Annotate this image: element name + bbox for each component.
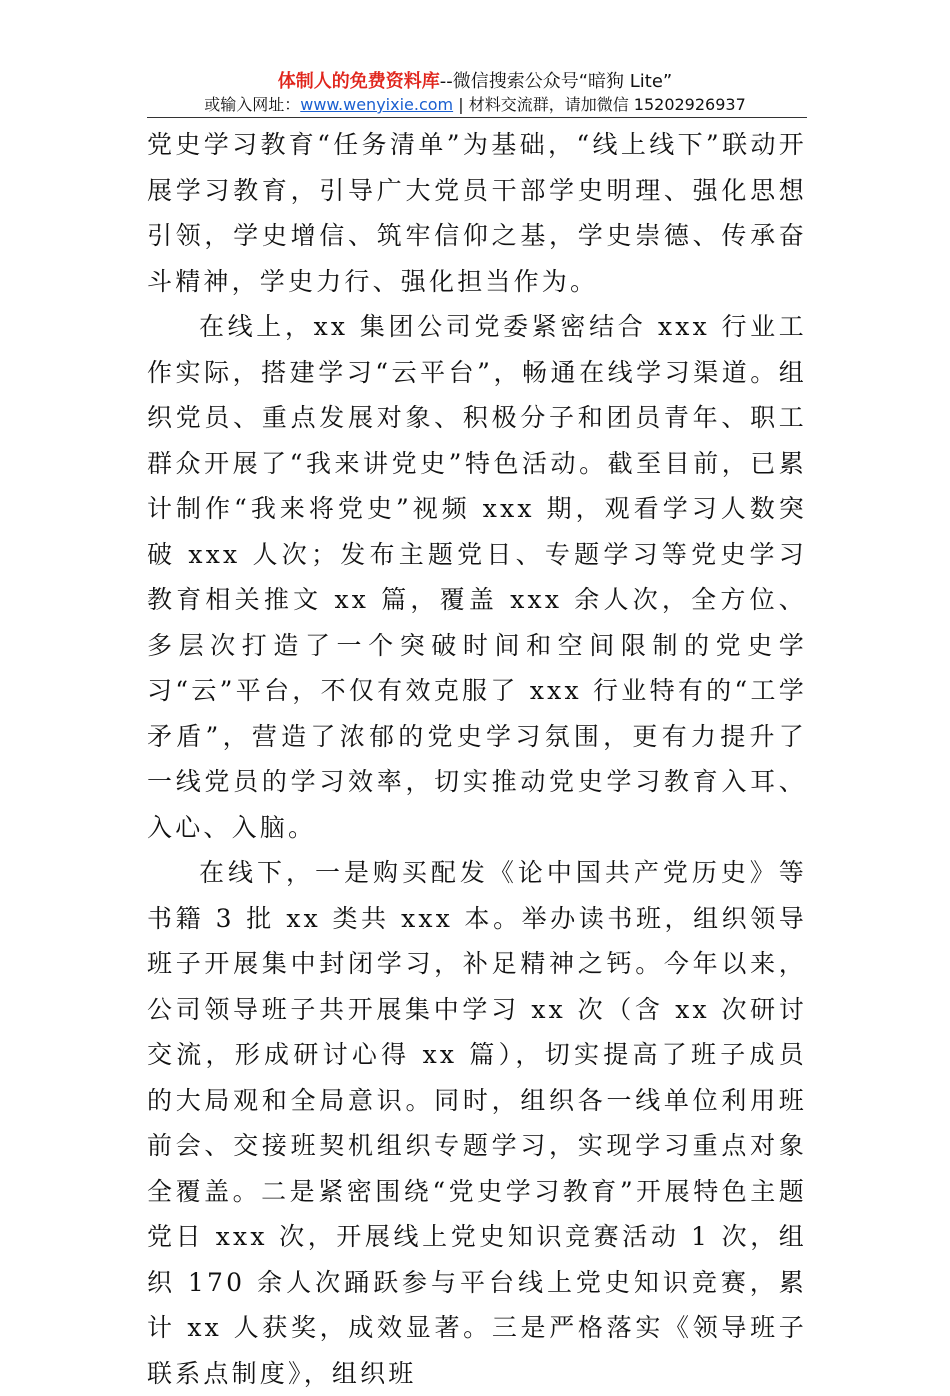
brand-title: 体制人的免费资料库 bbox=[277, 71, 440, 92]
url-prefix: 或输入网址： bbox=[204, 95, 301, 114]
header-separator: | bbox=[453, 95, 469, 114]
document-body bbox=[147, 122, 807, 1396]
header-divider bbox=[147, 117, 807, 118]
promo-text: --微信搜索公众号“暗狗 Lite” bbox=[439, 71, 673, 92]
header-banner bbox=[0, 70, 950, 94]
paragraph-3: 在线下，一是购买配发《论中国共产党历史》等书籍 3 批 xx 类共 xxx 本。举办读书班，组织领导班子开展集中封闭学习，补足精神之钙。今年以来，公司领导班子共开展集中学习 xx 次（含 xx 次研讨交流，形成研讨心得 xx 篇），切实提高了班子成员的大局观和全局意识。同时，组织各一线单位利用班前会、交接班契机组织专题学习，实现学习重点对象全覆盖。二是紧密围绕“党史学习教育”开展特色主题党日 xxx 次，开展线上党史知识竞赛活动 1 次，组织 170 余人次踊跃参与平台线上党史知识竞赛，累计 xx 人获奖，成效显著。三是严格落实《领导班子联系点制度》，组织班 bbox=[147, 858, 807, 1388]
header-contact-line bbox=[0, 95, 950, 115]
website-link[interactable]: www.wenyixie.com bbox=[300, 95, 454, 114]
paragraph-2: 在线上，xx 集团公司党委紧密结合 xxx 行业工作实际，搭建学习“云平台”，畅通在线学习渠道。组织党员、重点发展对象、积极分子和团员青年、职工群众开展了“我来讲党史”特色活动。截至目前，已累计制作“我来将党史”视频 xxx 期，观看学习人数突破 xxx 人次；发布主题党日、专题学习等党史学习教育相关推文 xx 篇，覆盖 xxx 余人次，全方位、多层次打造了一个突破时间和空间限制的党史学习“云”平台，不仅有效克服了 xxx 行业特有的“工学矛盾”，营造了浓郁的党史学习氛围，更有力提升了一线党员的学习效率，切实推动党史学习教育入耳、入心、入脑。 bbox=[147, 312, 807, 842]
contact-text: 材料交流群，请加微信 15202926937 bbox=[468, 95, 746, 114]
paragraph-1: 党史学习教育“任务清单”为基础，“线上线下”联动开展学习教育，引导广大党员干部学史明理、强化思想引领，学史增信、筑牢信仰之基，学史崇德、传承奋斗精神，学史力行、强化担当作为。 bbox=[147, 130, 807, 296]
document-header bbox=[0, 0, 950, 120]
